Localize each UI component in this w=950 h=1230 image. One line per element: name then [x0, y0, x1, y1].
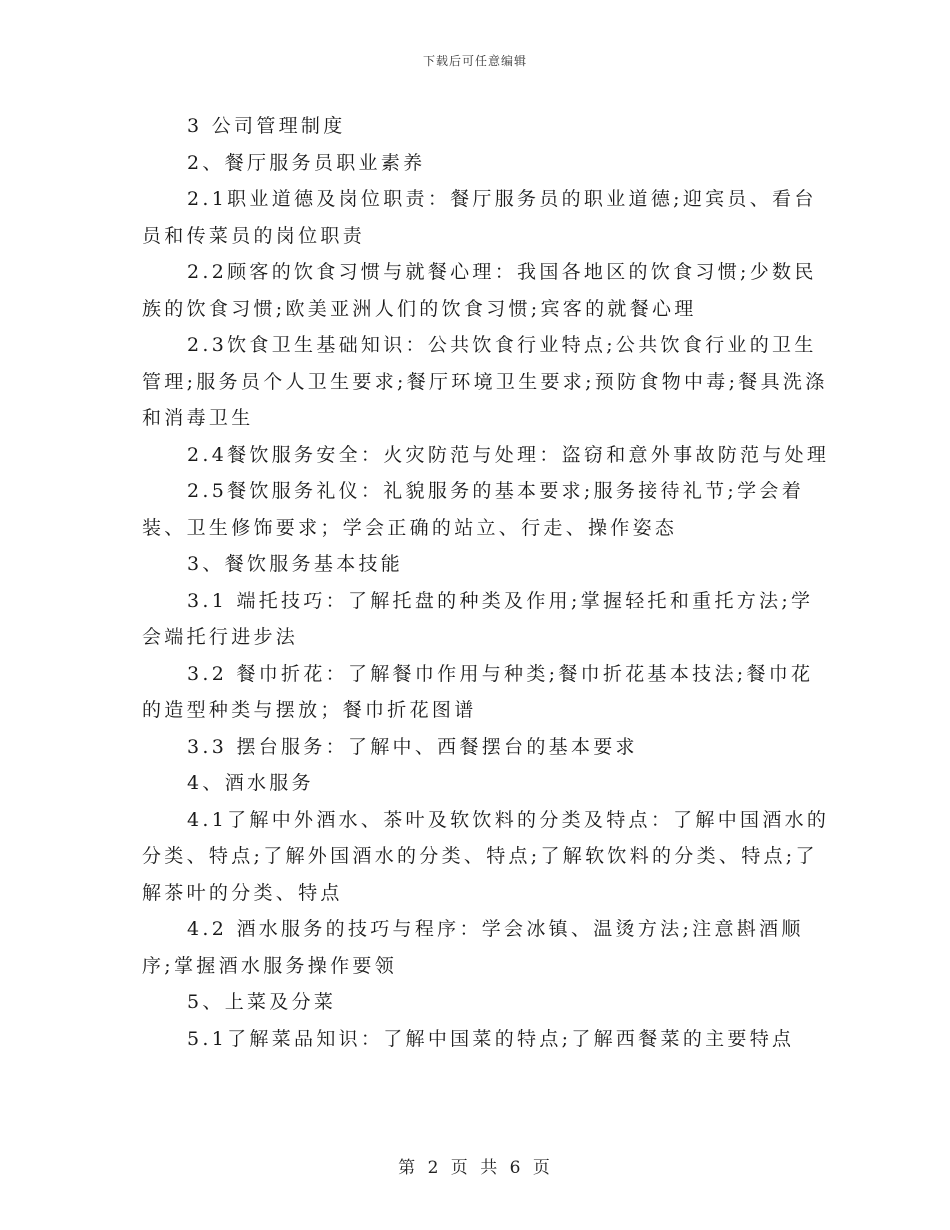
paragraph-section-4-heading: 4、酒水服务 — [187, 772, 314, 794]
paragraph-section-3-skills-heading: 3、餐饮服务基本技能 — [187, 553, 404, 575]
paragraph-3-2: 3.2 餐巾折花：了解餐巾作用与种类;餐巾折花基本技法;餐巾花的造型种类与摆放；餐巾折花图谱 — [142, 662, 814, 721]
document-body — [142, 108, 832, 1057]
page-header: 下载后可任意编辑 — [422, 54, 527, 68]
paragraph-2-4: 2.4餐饮服务安全：火灾防范与处理：盗窃和意外事故防范与处理 — [187, 443, 830, 466]
paragraph-2-2: 2.2顾客的饮食习惯与就餐心理：我国各地区的饮食习惯;少数民族的饮食习惯;欧美亚洲人们的饮食习惯;宾客的就餐心理 — [142, 261, 817, 320]
paragraph-3-1: 3.1 端托技巧：了解托盘的种类及作用;掌握轻托和重托方法;学会端托行进步法 — [142, 589, 814, 648]
paragraph-section-3-heading: 3 公司管理制度 — [187, 115, 346, 137]
paragraph-section-2-heading: 2、餐厅服务员职业素养 — [187, 151, 426, 174]
paragraph-4-1: 4.1了解中外酒水、茶叶及软饮料的分类及特点：了解中国酒水的分类、特点;了解外国酒水的分类、特点;了解软饮料的分类、特点;了解茶叶的分类、特点 — [142, 808, 830, 904]
paragraph-3-3: 3.3 摆台服务：了解中、西餐摆台的基本要求 — [187, 735, 638, 758]
paragraph-2-3: 2.3饮食卫生基础知识：公共饮食行业特点;公共饮食行业的卫生管理;服务员个人卫生要求;餐厅环境卫生要求;预防食物中毒;餐具洗涤和消毒卫生 — [142, 334, 828, 429]
paragraph-2-1: 2.1职业道德及岗位职责：餐厅服务员的职业道德;迎宾员、看台员和传菜员的岗位职责 — [142, 188, 817, 247]
page-footer: 第 2 页 共 6 页 — [398, 1158, 552, 1178]
paragraph-4-2: 4.2 酒水服务的技巧与程序：学会冰镇、温烫方法;注意斟酒顺序;掌握酒水服务操作要领 — [142, 918, 804, 977]
paragraph-section-5-heading: 5、上菜及分菜 — [187, 991, 337, 1013]
paragraph-2-5: 2.5餐饮服务礼仪：礼貌服务的基本要求;服务接待礼节;学会着装、卫生修饰要求；学会正确的站立、行走、操作姿态 — [142, 480, 805, 539]
paragraph-5-1: 5.1了解菜品知识：了解中国菜的特点;了解西餐菜的主要特点 — [187, 1027, 795, 1050]
